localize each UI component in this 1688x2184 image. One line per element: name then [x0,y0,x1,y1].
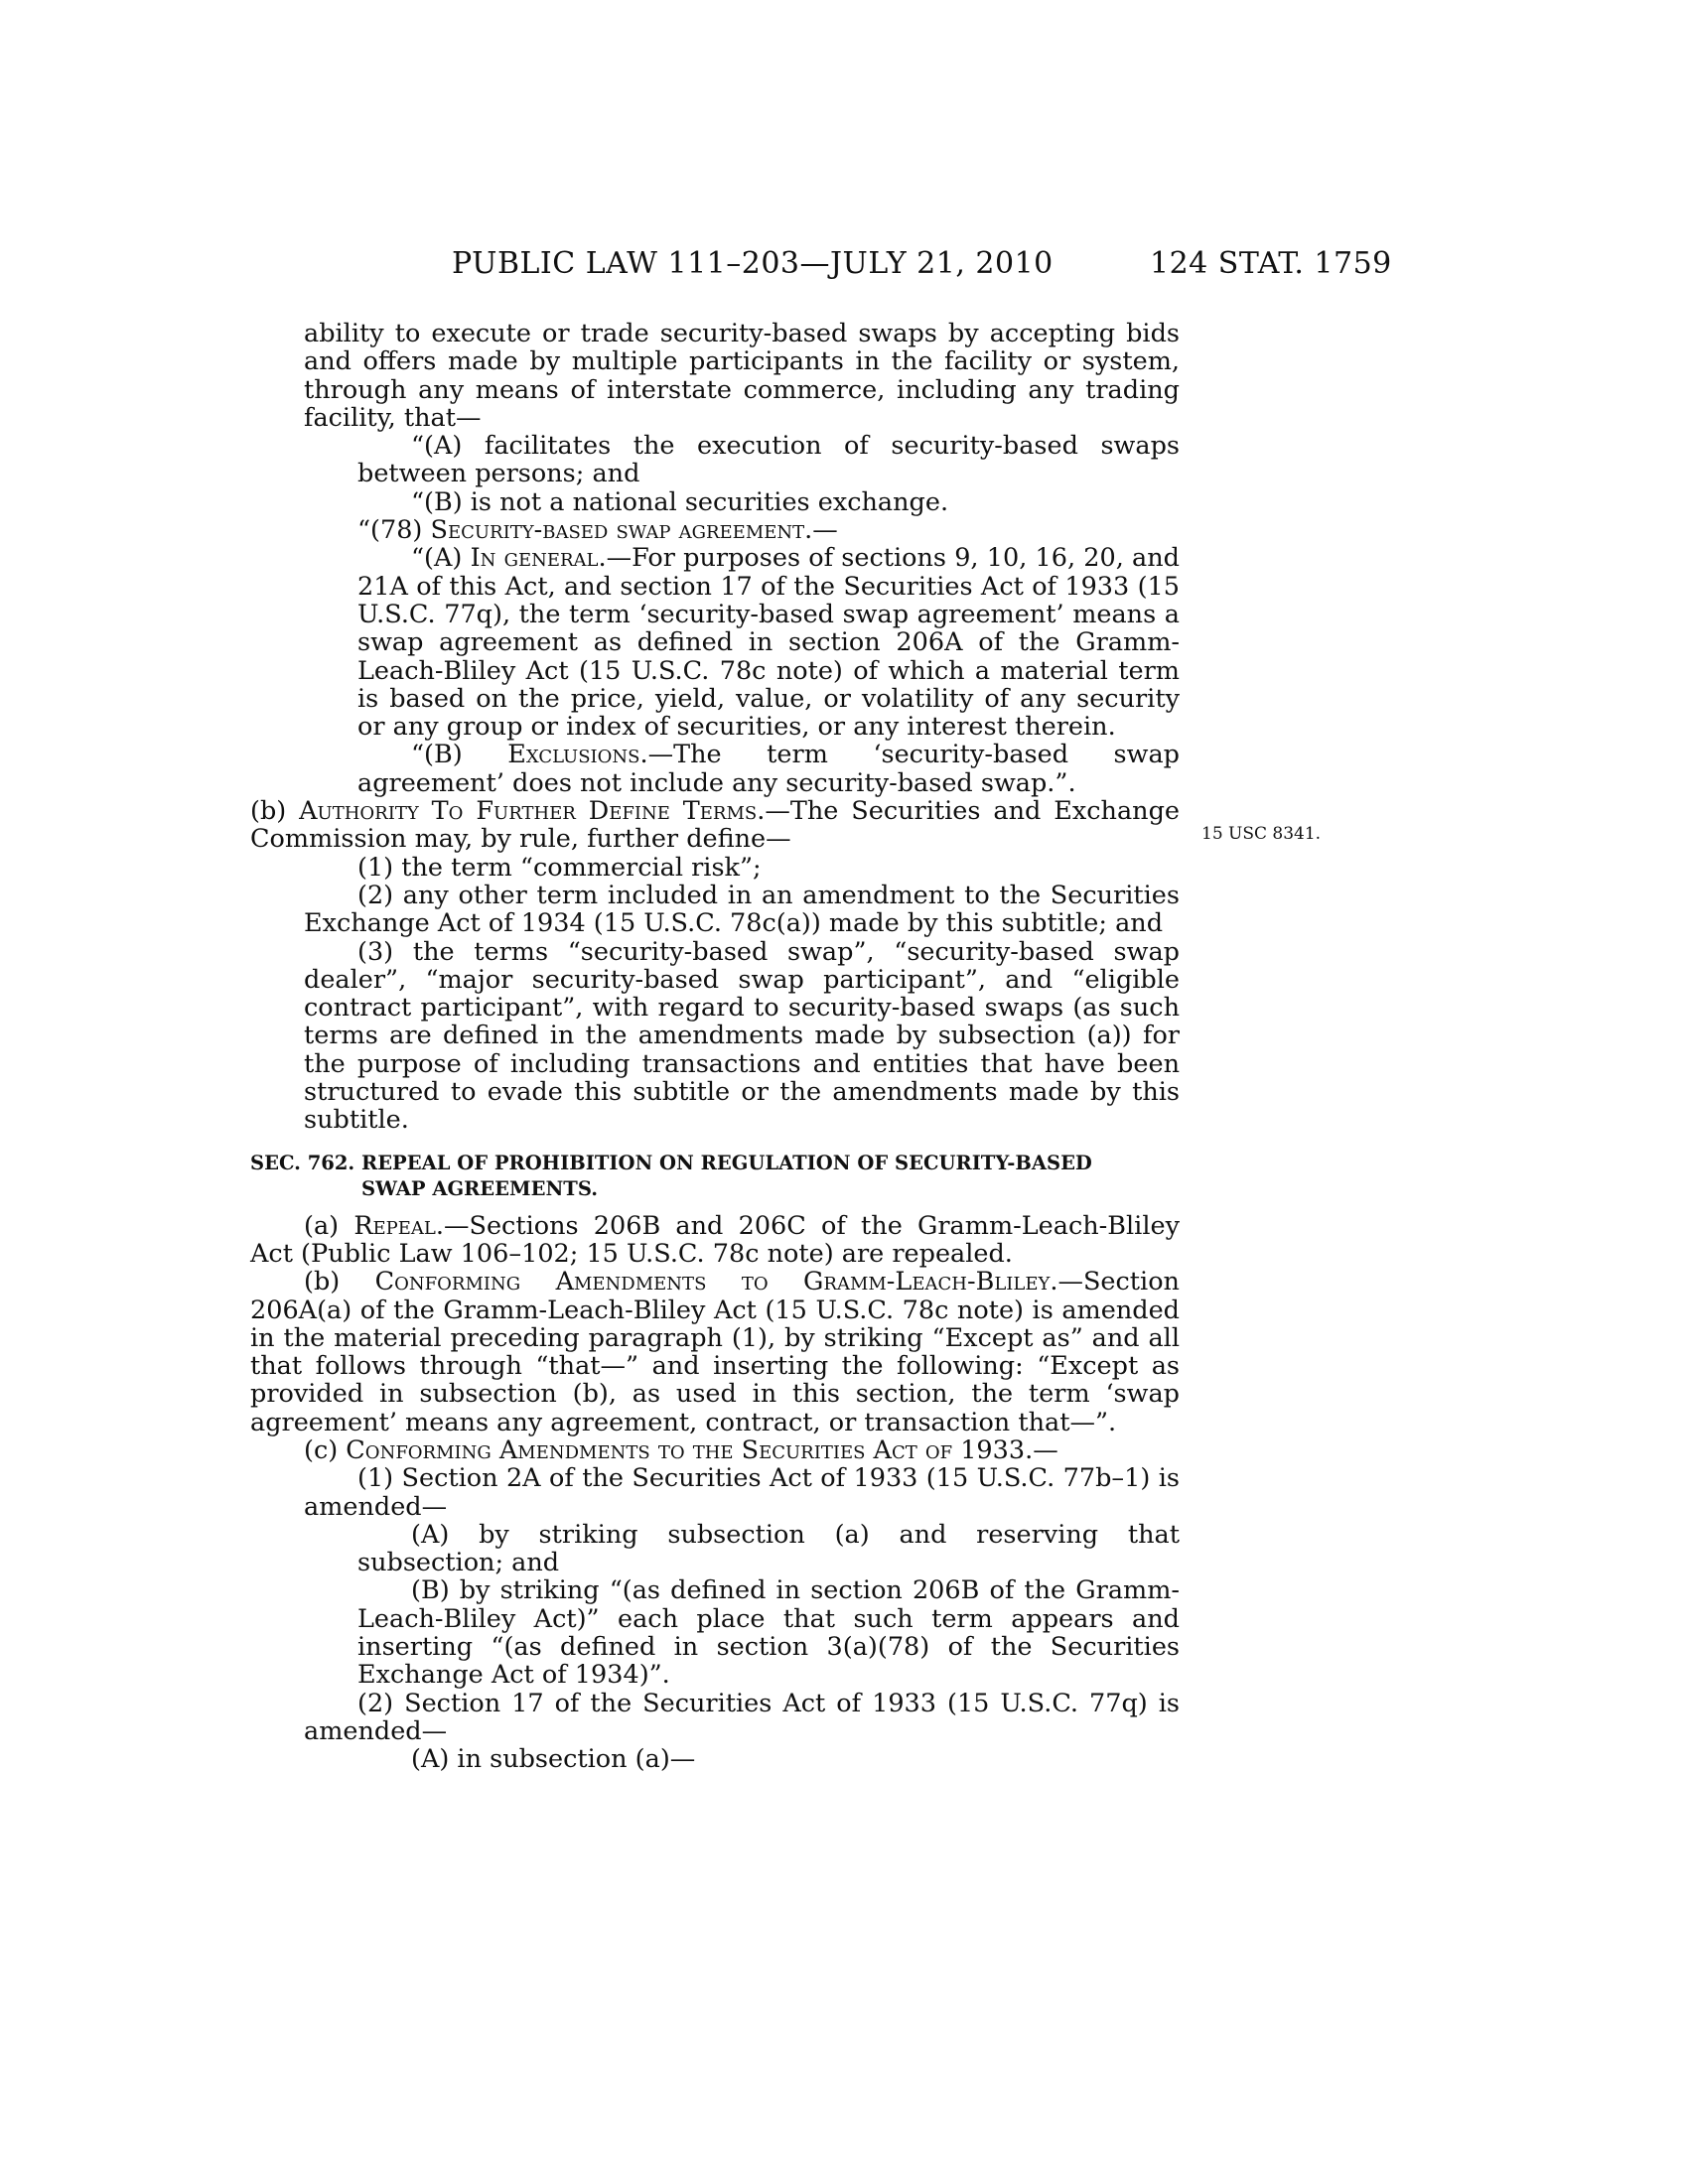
paragraph-b-2: (2) any other term included in an amendment to the Securities Exchange Act of 1934 (15 U.S.C. 78c(a)) made by this subtitle; and [304,880,1180,939]
running-header-stat: 124 STAT. 1759 [1150,246,1392,281]
section-762-heading: SEC. 762. REPEAL OF PROHIBITION ON REGULATION OF SECURITY-BASED SWAP AGREEMENTS. [250,1151,1092,1200]
subparagraph-78a-intro-B: “(B) is not a national securities exchange. [411,486,949,517]
paragraph-b-1: (1) the term “commercial risk”; [357,852,762,883]
paragraph-78-heading: “(78) Security-based swap agreement.— [357,515,838,546]
running-header-law: PUBLIC LAW 111–203—JULY 21, 2010 [452,246,1054,281]
subsection-a-repeal: (a) Repeal.—Sections 206B and 206C of the Gramm-Leach-Bliley Act (Public Law 106–102; 15 U.S.C. 78c note) are repealed. [250,1210,1180,1269]
subparagraph-c-1-A: (A) by striking subsection (a) and reserving that subsection; and [357,1519,1180,1578]
subparagraph-c-2-A: (A) in subsection (a)— [411,1744,696,1775]
subparagraph-78-A: “(A) In general.—For purposes of sections 9, 10, 16, 20, and 21A of this Act, and section 17 of the Securities Act of 1933 (15 U.S.C. 77q), the term ‘security-based swap agreement’ means a swap agreement as defined in section 206A of the Gramm-Leach-Bliley Act (15 U.S.C. 78c note) of which a material term is based on the price, yield, value, or volatility of any security or any group or index of securities, or any interest therein. [357,543,1180,743]
paragraph-b-3: (3) the terms “security-based swap”, “security-based swap dealer”, “major security-based swap participant”, and “eligible contract participant”, with regard to security-based swaps (as such terms are defined in the amendments made by subsection (a)) for the purpose of including transactions and entities that have been structured to evade this subtitle or the amendments made by this subtitle. [304,936,1180,1136]
subsection-b-authority: (b) Authority To Further Define Terms.—The Securities and Exchange Commission may, by rule, further define— [250,796,1180,855]
paragraph-c-1: (1) Section 2A of the Securities Act of 1933 (15 U.S.C. 77b–1) is amended— [304,1463,1180,1522]
subsection-c-conforming-sa: (c) Conforming Amendments to the Securities Act of 1933.— [304,1434,1058,1465]
body-text [250,319,1180,1775]
subsection-b-conforming-glb: (b) Conforming Amendments to Gramm-Leach-Bliley.—Section 206A(a) of the Gramm-Leach-Bliley Act (15 U.S.C. 78c note) is amended in the material preceding paragraph (1), by striking “Except as” and all that follows through “that—” and inserting the following: “Except as provided in subsection (b), as used in this section, the term ‘swap agreement’ means any agreement, contract, or transaction that—”. [250,1267,1180,1437]
paragraph-c-2: (2) Section 17 of the Securities Act of 1933 (15 U.S.C. 77q) is amended— [304,1688,1180,1746]
subparagraph-78-B: “(B) Exclusions.—The term ‘security-based swap agreement’ does not include any security-based swap.”. [357,740,1180,798]
paragraph-continuation: ability to execute or trade security-based swaps by accepting bids and offers made by multiple participants in the facility or system, through any means of interstate commerce, including any trading facility, that— [304,319,1180,433]
subparagraph-c-1-B: (B) by striking “(as defined in section 206B of the Gramm-Leach-Bliley Act)” each place that such term appears and inserting “(as defined in section 3(a)(78) of the Securities Exchange Act of 1934)”. [357,1575,1180,1691]
subparagraph-78a-intro-A: “(A) facilitates the execution of security-based swaps between persons; and [357,431,1180,489]
margin-note-usc: 15 USC 8341. [1201,824,1322,844]
